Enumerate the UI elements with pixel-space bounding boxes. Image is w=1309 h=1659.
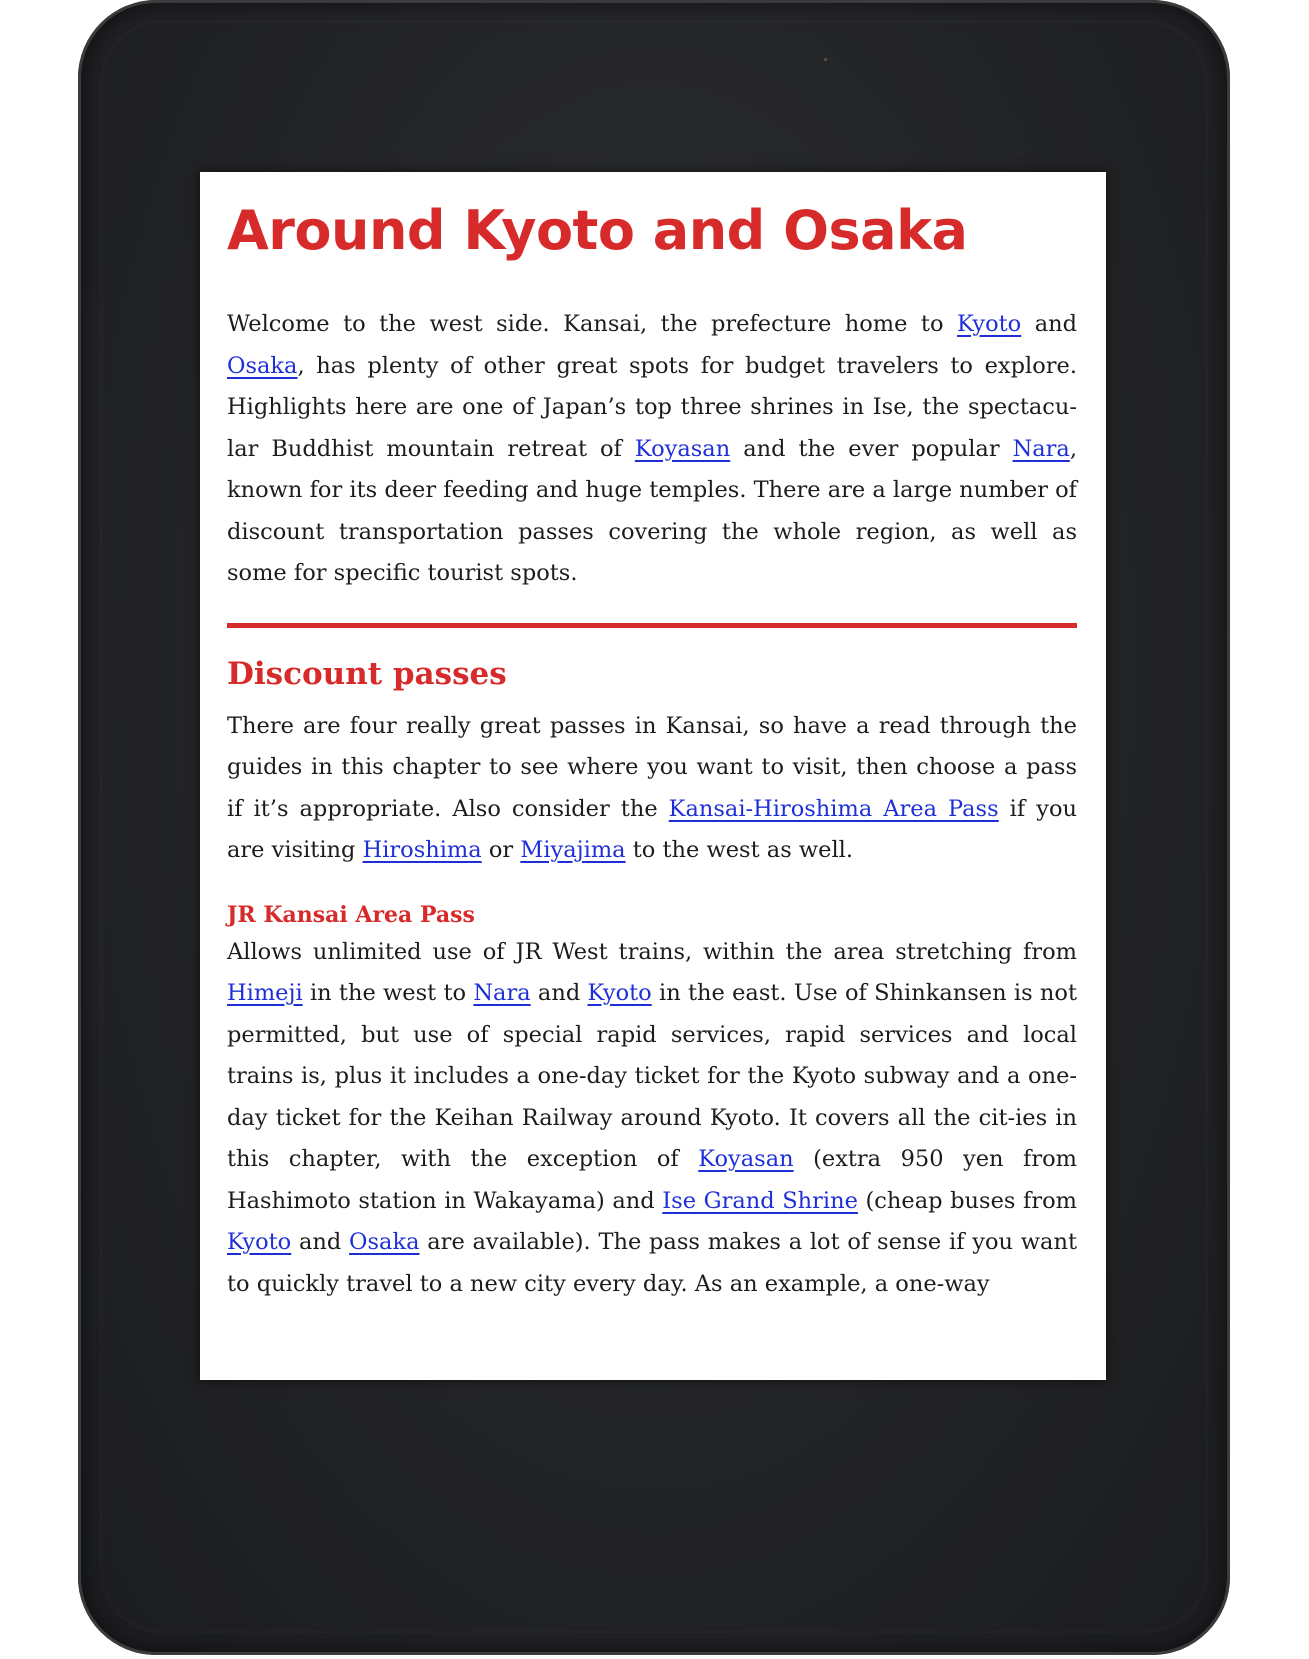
link-koyasan[interactable]: Koyasan [698, 1146, 794, 1172]
jr-text: (cheap buses from [857, 1187, 1077, 1214]
device-sensor [824, 58, 827, 61]
section-heading-discount-passes: Discount passes [227, 655, 507, 692]
link-osaka[interactable]: Osaka [349, 1229, 420, 1255]
link-nara[interactable]: Nara [473, 980, 531, 1006]
jr-pass-paragraph [227, 932, 1077, 1306]
link-ise-grand-shrine[interactable]: Ise Grand Shrine [662, 1187, 858, 1214]
link-miyajima[interactable]: Miyajima [520, 837, 626, 863]
discount-text: or [481, 837, 521, 863]
intro-text: Welcome to the west side. Kansai, the prefecture home to [227, 311, 957, 337]
link-osaka[interactable]: Osaka [227, 352, 298, 379]
link-kyoto[interactable]: Kyoto [587, 980, 652, 1006]
link-kyoto[interactable]: Kyoto [227, 1229, 292, 1255]
intro-text: and the ever popular [730, 435, 1013, 462]
link-nara[interactable]: Nara [1012, 435, 1070, 462]
book-page [227, 192, 1077, 1305]
intro-text: , known for its deer feeding and huge temples. There are a large number of discount transportation passes covering the whole region, as well as some for specific tourist spots. [227, 435, 1077, 586]
ereader-screen[interactable] [200, 172, 1106, 1380]
discount-text: There are four really great passes in Kansai, so have a read through the guides in this chapter to see where you want to visit, then choose a pass if it’s appropriate. Also consider the [227, 712, 1077, 822]
link-himeji[interactable]: Himeji [227, 980, 303, 1006]
link-hiroshima[interactable]: Hiroshima [362, 837, 482, 863]
intro-text: , has plenty of other great spots for budget travelers to explore. Highlights here are one of Japan’s top three shrines in Ise, the spectacu-lar Buddhist mountain retreat of [227, 352, 1077, 462]
subheading-jr-kansai-area-pass: JR Kansai Area Pass [227, 901, 475, 928]
jr-text: are available). The pass makes a lot of sense if you want to quickly travel to a new city every day. As an example, a one-way [227, 1229, 1077, 1297]
intro-text: and [1021, 311, 1077, 337]
discount-paragraph [227, 706, 1077, 872]
jr-text: in the west to [302, 980, 474, 1006]
jr-text: in the east. Use of Shinkansen is not permitted, but use of special rapid services, rapid services and local trains is, plus it includes a one-day ticket for the Kyoto subway and a one-day ticket for the Keihan Railway around Kyoto. It covers all the cit-ies in this chapter, with the exception of [227, 980, 1077, 1172]
jr-text: (extra 950 yen from Hashimoto station in Wakayama) and [227, 1146, 1078, 1214]
page-title: Around Kyoto and Osaka [227, 199, 968, 262]
section-divider [227, 623, 1077, 628]
link-kansai-hiroshima-area-pass[interactable]: Kansai-Hiroshima Area Pass [668, 795, 999, 822]
jr-text: Allows unlimited use of JR West trains, within the area stretching from [227, 938, 1077, 965]
jr-text: and [530, 980, 588, 1006]
link-koyasan[interactable]: Koyasan [634, 435, 731, 462]
intro-paragraph [227, 304, 1077, 595]
link-kyoto[interactable]: Kyoto [957, 311, 1022, 337]
discount-text: if you are visiting [227, 795, 1077, 863]
jr-text: and [291, 1229, 350, 1255]
discount-text: to the west as well. [625, 837, 854, 863]
